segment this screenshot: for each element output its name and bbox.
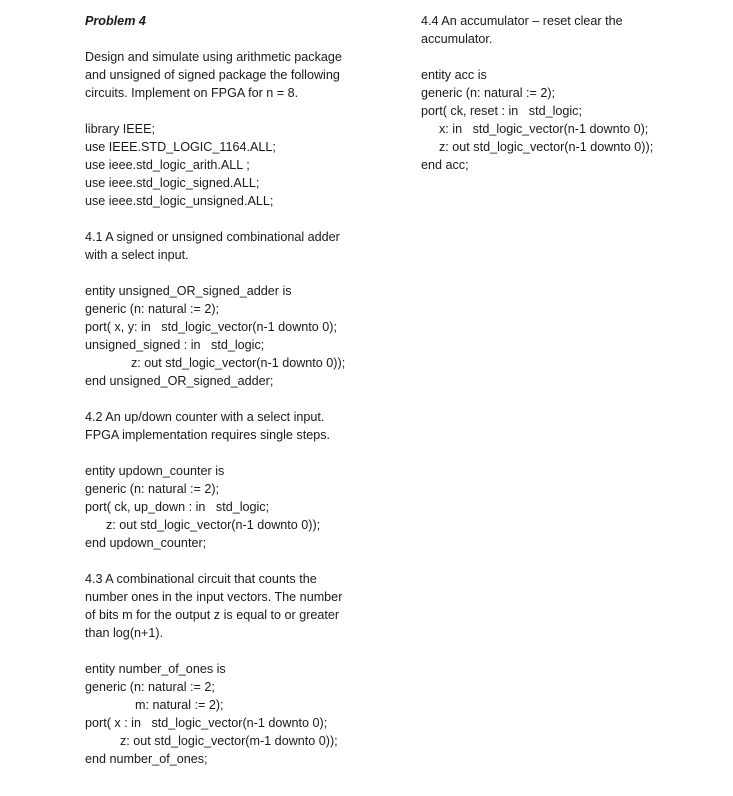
code-line: unsigned_signed : in std_logic; xyxy=(85,338,265,352)
code-line: z: out std_logic_vector(n-1 downto 0)); xyxy=(131,356,346,370)
intro-line: circuits. Implement on FPGA for n = 8. xyxy=(85,86,299,100)
spacer xyxy=(85,264,385,282)
section-4-1 xyxy=(85,228,385,390)
code-line: port( x : in std_logic_vector(n-1 downto 0); xyxy=(85,716,328,730)
section-4-4 xyxy=(421,12,721,174)
section-desc: accumulator. xyxy=(421,32,493,46)
code-line: end number_of_ones; xyxy=(85,752,208,766)
section-4-3 xyxy=(85,570,385,768)
spacer xyxy=(85,552,385,570)
spacer xyxy=(85,210,385,228)
section-desc: FPGA implementation requires single steps. xyxy=(85,428,330,442)
section-desc: 4.2 An up/down counter with a select input. xyxy=(85,410,325,424)
code-line: end acc; xyxy=(421,158,469,172)
code-line: z: out std_logic_vector(n-1 downto 0)); xyxy=(106,518,321,532)
code-line: entity number_of_ones is xyxy=(85,662,226,676)
intro-line: Design and simulate using arithmetic package xyxy=(85,50,342,64)
code-line: z: out std_logic_vector(m-1 downto 0)); xyxy=(120,734,338,748)
section-desc: 4.1 A signed or unsigned combinational adder xyxy=(85,230,340,244)
problem-title: Problem 4 xyxy=(85,14,146,28)
code-line: m: natural := 2); xyxy=(135,698,224,712)
code-line: generic (n: natural := 2); xyxy=(85,302,220,316)
code-line: generic (n: natural := 2; xyxy=(85,680,215,694)
spacer xyxy=(421,48,721,66)
code-line: end updown_counter; xyxy=(85,536,207,550)
spacer xyxy=(85,102,385,120)
code-line: entity unsigned_OR_signed_adder is xyxy=(85,284,292,298)
code-line: generic (n: natural := 2); xyxy=(85,482,220,496)
intro-line: and unsigned of signed package the following xyxy=(85,68,340,82)
section-desc: number ones in the input vectors. The number xyxy=(85,590,343,604)
library-line: use ieee.std_logic_arith.ALL ; xyxy=(85,158,250,172)
code-line: generic (n: natural := 2); xyxy=(421,86,556,100)
spacer xyxy=(85,642,385,660)
code-line: port( ck, up_down : in std_logic; xyxy=(85,500,270,514)
section-desc: of bits m for the output z is equal to or greater xyxy=(85,608,340,622)
code-line: entity acc is xyxy=(421,68,487,82)
code-line: x: in std_logic_vector(n-1 downto 0); xyxy=(439,122,649,136)
section-desc: with a select input. xyxy=(85,248,189,262)
library-line: use ieee.std_logic_unsigned.ALL; xyxy=(85,194,274,208)
spacer xyxy=(85,30,385,48)
code-line: port( ck, reset : in std_logic; xyxy=(421,104,582,118)
library-line: use ieee.std_logic_signed.ALL; xyxy=(85,176,260,190)
library-line: library IEEE; xyxy=(85,122,155,136)
code-line: entity updown_counter is xyxy=(85,464,225,478)
section-desc: 4.4 An accumulator – reset clear the xyxy=(421,14,623,28)
library-line: use IEEE.STD_LOGIC_1164.ALL; xyxy=(85,140,276,154)
problem-intro xyxy=(85,48,385,102)
code-line: port( x, y: in std_logic_vector(n-1 downto 0); xyxy=(85,320,337,334)
section-desc: 4.3 A combinational circuit that counts the xyxy=(85,572,317,586)
code-line: end unsigned_OR_signed_adder; xyxy=(85,374,274,388)
library-declarations xyxy=(85,120,385,210)
section-desc: than log(n+1). xyxy=(85,626,164,640)
spacer xyxy=(85,390,385,408)
left-column xyxy=(85,12,385,768)
section-4-2 xyxy=(85,408,385,552)
code-line: z: out std_logic_vector(n-1 downto 0)); xyxy=(439,140,654,154)
right-column xyxy=(421,12,721,174)
spacer xyxy=(85,444,385,462)
